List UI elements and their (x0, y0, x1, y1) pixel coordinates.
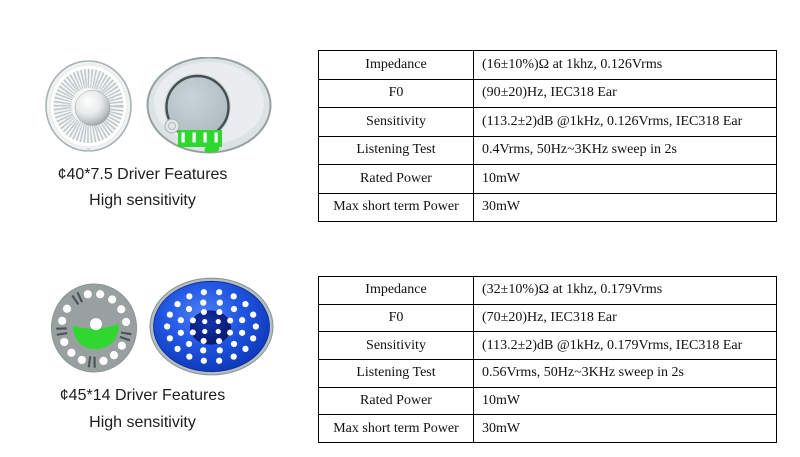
spec-value-cell: 10mW (474, 387, 777, 415)
spec-param-cell: Max short term Power (319, 415, 474, 443)
screw-hole-icon (165, 119, 179, 133)
table-row (319, 193, 777, 222)
driver40-spec-table (318, 50, 777, 222)
spec-param-cell: Rated Power (319, 165, 474, 194)
spec-param-cell: Impedance (319, 51, 474, 80)
spec-value-cell: (70±20)Hz, IEC318 Ear (474, 304, 777, 332)
driver40-subcaption: High sensitivity (89, 192, 196, 209)
spec-param-cell: Listening Test (319, 136, 474, 165)
spec-value-cell: 0.4Vrms, 50Hz~3KHz sweep in 2s (474, 136, 777, 165)
spec-value-cell: 10mW (474, 165, 777, 194)
driver45-spec-table (318, 276, 777, 443)
table-row (319, 136, 777, 165)
driver40-back-icon (146, 57, 272, 154)
table-row (319, 387, 777, 415)
table-row (319, 277, 777, 305)
driver40-front-icon (45, 60, 132, 152)
driver45-pcb-icon (50, 281, 138, 375)
table-row (319, 415, 777, 443)
spec-value-cell: (16±10%)Ω at 1khz, 0.126Vrms (474, 51, 777, 80)
driver40-caption: ¢40*7.5 Driver Features (57, 166, 228, 183)
table-row (319, 108, 777, 137)
driver45-subcaption: High sensitivity (89, 414, 196, 431)
spec-value-cell: (113.2±2)dB @1kHz, 0.126Vrms, IEC318 Ear (474, 108, 777, 137)
spec-value-cell: (113.2±2)dB @1kHz, 0.179Vrms, IEC318 Ear (474, 332, 777, 360)
spec-param-cell: Listening Test (319, 359, 474, 387)
spec-param-cell: Rated Power (319, 387, 474, 415)
table-row (319, 359, 777, 387)
table-row (319, 304, 777, 332)
spec-param-cell: Sensitivity (319, 108, 474, 137)
driver45-caption: ¢45*14 Driver Features (59, 387, 226, 404)
table-row (319, 51, 777, 80)
table-row (319, 332, 777, 360)
spec-value-cell: (32±10%)Ω at 1khz, 0.179Vrms (474, 277, 777, 305)
spec-value-cell: 0.56Vrms, 50Hz~3KHz sweep in 2s (474, 359, 777, 387)
driver45-dome-icon (149, 277, 274, 376)
spec-value-cell: 30mW (474, 415, 777, 443)
spec-value-cell: (90±20)Hz, IEC318 Ear (474, 79, 777, 108)
table-row (319, 79, 777, 108)
spec-param-cell: F0 (319, 304, 474, 332)
spec-param-cell: Impedance (319, 277, 474, 305)
table-row (319, 165, 777, 194)
spec-value-cell: 30mW (474, 193, 777, 222)
spec-param-cell: Max short term Power (319, 193, 474, 222)
spec-param-cell: Sensitivity (319, 332, 474, 360)
spec-param-cell: F0 (319, 79, 474, 108)
